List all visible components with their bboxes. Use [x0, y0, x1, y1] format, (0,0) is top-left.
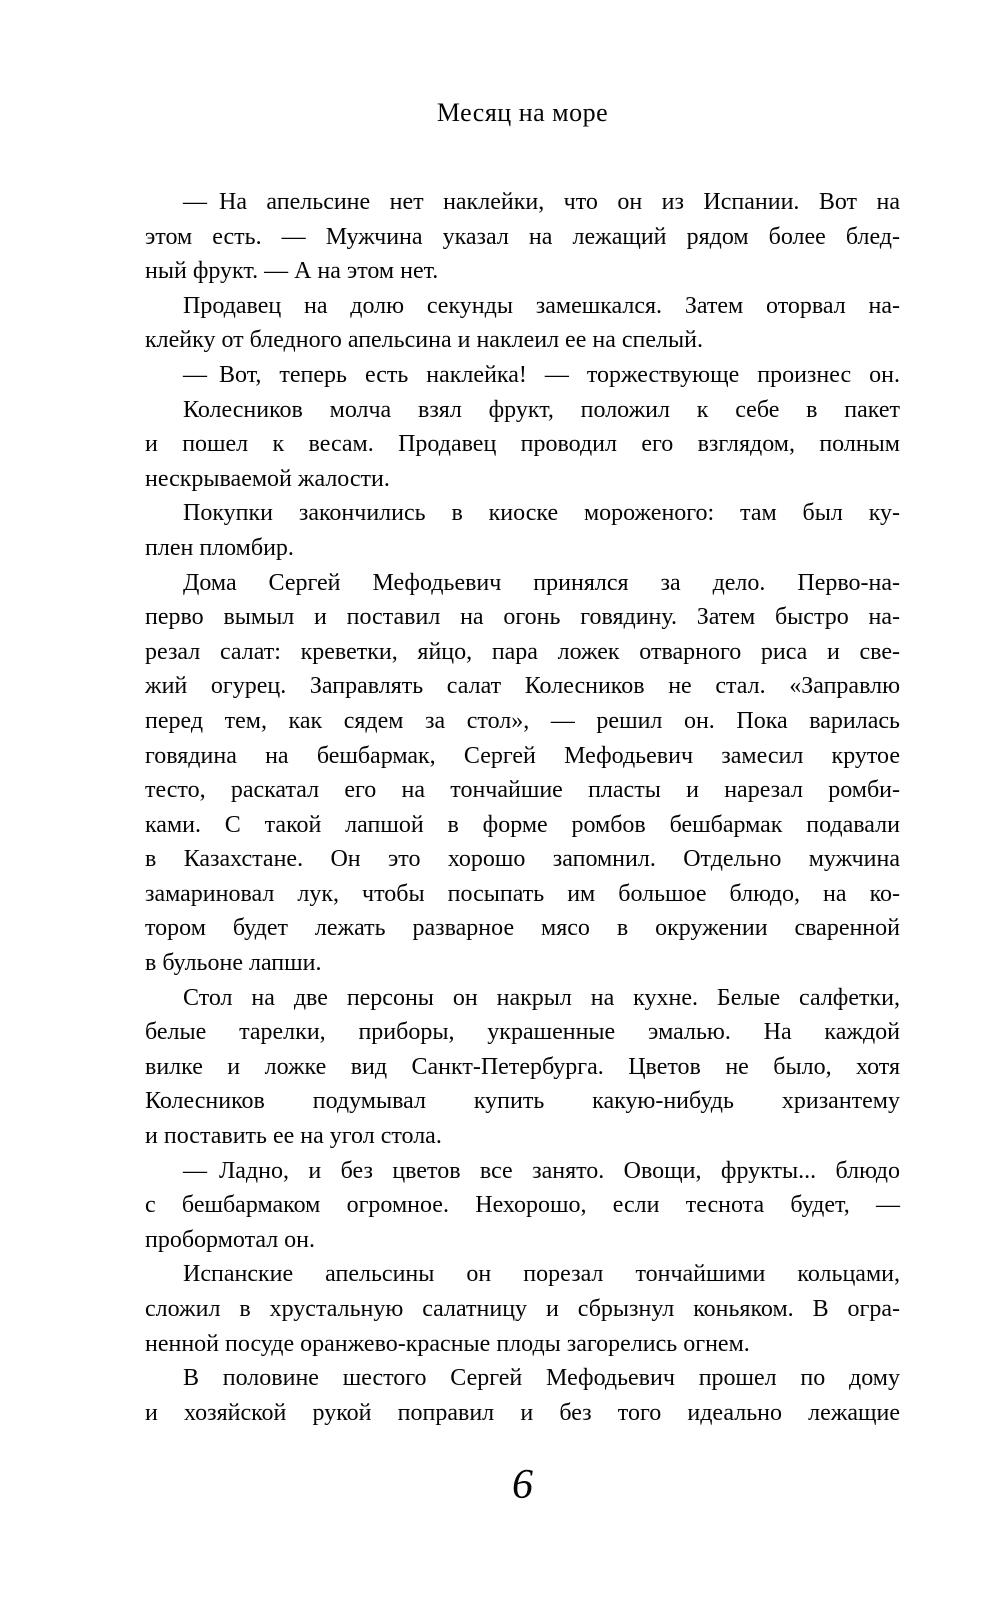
text-line: замариновал лук, чтобы посыпать им большое блюдо, на ко-	[145, 880, 900, 907]
text-line: перво вымыл и поставил на огонь говядину. Затем быстро на-	[145, 604, 900, 631]
text-line: тором будет лежать разварное мясо в окружении сваренной	[145, 915, 900, 942]
text-line: вилке и ложке вид Санкт-Петербурга. Цветов не было, хотя	[145, 1053, 900, 1080]
text-line: этом есть. — Мужчина указал на лежащий рядом более блед-	[145, 223, 900, 250]
text-line: Испанские апельсины он порезал тончайшими кольцами,	[183, 1261, 900, 1288]
text-line: плен пломбир.	[145, 534, 294, 561]
text-line: нескрываемой жалости.	[145, 465, 390, 492]
text-line: Продавец на долю секунды замешкался. Затем оторвал на-	[183, 292, 900, 319]
text-line: тесто, раскатал его на тончайшие пласты и нарезал ромби-	[145, 777, 900, 804]
text-line: в Казахстане. Он это хорошо запомнил. Отдельно мужчина	[145, 846, 900, 873]
text-line: резал салат: креветки, яйцо, пара ложек отварного риса и све-	[145, 638, 900, 665]
text-line: в бульоне лапши.	[145, 950, 322, 977]
text-line: клейку от бледного апельсина и наклеил ее на спелый.	[145, 327, 703, 354]
text-line: ками. С такой лапшой в форме ромбов бешбармак подавали	[145, 811, 900, 838]
text-line: и пошел к весам. Продавец проводил его взглядом, полным	[145, 431, 900, 458]
text-line: ный фрукт. — А на этом нет.	[145, 258, 439, 285]
text-line: — Ладно, и без цветов все занято. Овощи, фрукты... блюдо	[183, 1157, 900, 1184]
text-line: белые тарелки, приборы, украшенные эмалью. На каждой	[145, 1019, 900, 1046]
text-line: жий огурец. Заправлять салат Колесников не стал. «Заправлю	[145, 673, 900, 700]
running-title: Месяц на море	[436, 98, 609, 127]
text-line: Дома Сергей Мефодьевич принялся за дело. Перво-на-	[183, 569, 900, 596]
text-line: и поставить ее на угол стола.	[145, 1123, 442, 1150]
text-line: Колесников подумывал купить какую-нибудь хризантему	[145, 1088, 900, 1115]
page-number: 6	[512, 1462, 533, 1508]
text-line: Покупки закончились в киоске мороженого: там был ку-	[183, 500, 900, 527]
text-block	[145, 185, 900, 1430]
text-line: — Вот, теперь есть наклейка! — торжествующе произнес он.	[183, 361, 900, 388]
text-line: и хозяйской рукой поправил и без того идеально лежащие	[145, 1399, 900, 1426]
text-line: ненной посуде оранжево-красные плоды загорелись огнем.	[145, 1330, 750, 1357]
text-line: Колесников молча взял фрукт, положил к себе в пакет	[183, 396, 900, 423]
text-line: перед тем, как сядем за стол», — решил он. Пока варилась	[145, 707, 900, 734]
text-line: сложил в хрустальную салатницу и сбрызнул коньяком. В огра-	[145, 1296, 900, 1322]
text-line: В половине шестого Сергей Мефодьевич прошел по дому	[183, 1365, 900, 1392]
text-line: пробормотал он.	[145, 1226, 316, 1253]
text-line: говядина на бешбармак, Сергей Мефодьевич замесил крутое	[145, 742, 900, 769]
text-line: Стол на две персоны он накрыл на кухне. Белые салфетки,	[183, 984, 900, 1011]
text-line: — На апельсине нет наклейки, что он из Испании. Вот на	[183, 189, 900, 215]
text-line: с бешбармаком огромное. Нехорошо, если теснота будет, —	[145, 1192, 900, 1219]
